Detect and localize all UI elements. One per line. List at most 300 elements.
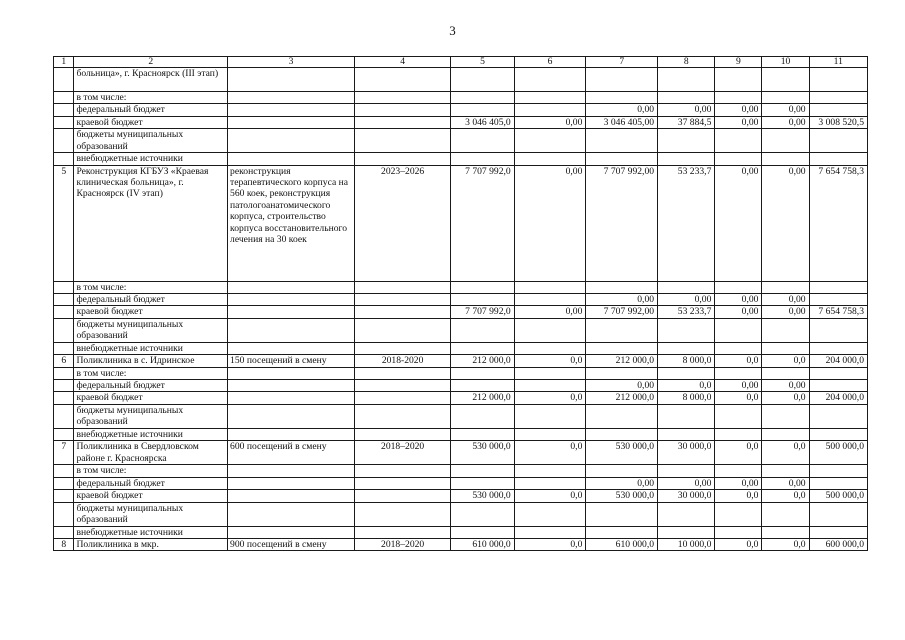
table-cell: 212 000,0 xyxy=(586,355,658,367)
table-row xyxy=(54,92,868,104)
table-row xyxy=(54,502,868,526)
table-cell xyxy=(658,129,715,153)
table-cell xyxy=(355,294,451,306)
table-cell xyxy=(355,306,451,318)
table-cell: федеральный бюджет xyxy=(74,380,228,392)
table-cell: 0,00 xyxy=(762,306,809,318)
table-cell: 0,00 xyxy=(762,477,809,489)
table-cell xyxy=(54,428,74,440)
table-cell: бюджеты муниципальных образований xyxy=(74,318,228,342)
table-cell: 500 000,0 xyxy=(809,490,867,502)
table-cell xyxy=(355,116,451,128)
table-body xyxy=(54,57,868,551)
table-cell xyxy=(228,68,355,92)
table-cell xyxy=(54,404,74,428)
table-cell: 53 233,7 xyxy=(658,306,715,318)
table-cell xyxy=(451,367,514,379)
table-cell: внебюджетные источники xyxy=(74,428,228,440)
table-cell xyxy=(809,465,867,477)
table-cell xyxy=(228,294,355,306)
table-cell xyxy=(586,404,658,428)
table-cell: 500 000,0 xyxy=(809,441,867,465)
table-cell: 0,0 xyxy=(658,380,715,392)
table-row xyxy=(54,318,868,342)
table-cell: 0,0 xyxy=(762,392,809,404)
table-cell xyxy=(809,404,867,428)
table-cell xyxy=(514,477,586,489)
table-cell: 37 884,5 xyxy=(658,116,715,128)
table-cell xyxy=(809,129,867,153)
table-row xyxy=(54,342,868,354)
table-cell xyxy=(54,342,74,354)
table-cell xyxy=(228,490,355,502)
table-cell xyxy=(514,153,586,165)
table-cell xyxy=(586,526,658,538)
table-cell: 0,0 xyxy=(762,538,809,550)
page-number: 3 xyxy=(449,23,456,38)
table-cell xyxy=(54,116,74,128)
table-cell xyxy=(451,92,514,104)
table-cell xyxy=(658,281,715,293)
table-cell xyxy=(586,92,658,104)
table-cell xyxy=(451,380,514,392)
table-cell xyxy=(762,92,809,104)
table-cell xyxy=(762,129,809,153)
table-cell: краевой бюджет xyxy=(74,306,228,318)
column-header-9: 9 xyxy=(715,57,762,68)
column-header-11: 11 xyxy=(809,57,867,68)
table-cell xyxy=(355,342,451,354)
table-cell xyxy=(355,281,451,293)
table-cell xyxy=(514,281,586,293)
table-cell: 0,0 xyxy=(715,538,762,550)
table-cell xyxy=(586,367,658,379)
table-cell xyxy=(228,392,355,404)
table-cell: 530 000,0 xyxy=(451,490,514,502)
table-cell xyxy=(658,342,715,354)
table-cell xyxy=(715,502,762,526)
table-cell xyxy=(809,104,867,116)
column-header-10: 10 xyxy=(762,57,809,68)
table-cell xyxy=(355,392,451,404)
table-cell xyxy=(514,68,586,92)
table-cell: 0,00 xyxy=(762,116,809,128)
table-row xyxy=(54,526,868,538)
table-row xyxy=(54,392,868,404)
table-cell xyxy=(658,404,715,428)
table-cell xyxy=(762,465,809,477)
table-cell: 0,00 xyxy=(586,294,658,306)
table-cell xyxy=(228,129,355,153)
column-header-7: 7 xyxy=(586,57,658,68)
table-cell: 2018–2020 xyxy=(355,538,451,550)
table-cell xyxy=(228,465,355,477)
table-cell xyxy=(514,380,586,392)
table-cell xyxy=(514,526,586,538)
table-cell xyxy=(586,465,658,477)
table-cell xyxy=(451,404,514,428)
table-cell: 0,00 xyxy=(715,165,762,281)
table-cell xyxy=(355,404,451,428)
table-cell xyxy=(586,129,658,153)
table-cell xyxy=(228,477,355,489)
table-cell: 0,0 xyxy=(715,441,762,465)
table-cell xyxy=(762,281,809,293)
table-cell: 0,0 xyxy=(715,490,762,502)
table-cell xyxy=(355,129,451,153)
table-cell: 7 654 758,3 xyxy=(809,306,867,318)
table-cell xyxy=(586,428,658,440)
table-cell: 0,00 xyxy=(715,116,762,128)
table-cell xyxy=(715,465,762,477)
table-cell xyxy=(762,526,809,538)
table-cell xyxy=(715,342,762,354)
table-cell: 7 707 992,0 xyxy=(451,306,514,318)
table-cell xyxy=(658,92,715,104)
table-cell: 8 000,0 xyxy=(658,355,715,367)
table-cell xyxy=(228,502,355,526)
table-cell: 0,00 xyxy=(514,306,586,318)
table-cell xyxy=(451,477,514,489)
table-cell: 7 707 992,0 xyxy=(451,165,514,281)
table-cell: 53 233,7 xyxy=(658,165,715,281)
table-cell: 204 000,0 xyxy=(809,355,867,367)
table-cell xyxy=(658,68,715,92)
column-header-5: 5 xyxy=(451,57,514,68)
table-cell xyxy=(228,153,355,165)
table-cell: 0,00 xyxy=(586,104,658,116)
table-cell: 0,00 xyxy=(586,477,658,489)
table-cell xyxy=(715,404,762,428)
table-row xyxy=(54,68,868,92)
table-cell: 7 707 992,00 xyxy=(586,165,658,281)
table-cell xyxy=(228,318,355,342)
table-cell: 30 000,0 xyxy=(658,441,715,465)
table-cell: 0,00 xyxy=(715,294,762,306)
table-row xyxy=(54,129,868,153)
table-cell xyxy=(586,342,658,354)
table-cell xyxy=(658,367,715,379)
table-cell: федеральный бюджет xyxy=(74,477,228,489)
table-cell xyxy=(451,502,514,526)
table-cell: 2023–2026 xyxy=(355,165,451,281)
table-cell xyxy=(451,104,514,116)
table-cell: 8 xyxy=(54,538,74,550)
table-row xyxy=(54,477,868,489)
table-cell: 2018–2020 xyxy=(355,441,451,465)
column-header-2: 2 xyxy=(74,57,228,68)
table-cell: 0,00 xyxy=(715,104,762,116)
table-row xyxy=(54,465,868,477)
table-cell xyxy=(54,502,74,526)
table-cell: 0,0 xyxy=(514,490,586,502)
table-cell: в том числе: xyxy=(74,92,228,104)
table-cell xyxy=(809,380,867,392)
table-cell xyxy=(658,526,715,538)
table-cell xyxy=(355,502,451,526)
table-cell: 0,00 xyxy=(514,116,586,128)
budget-table xyxy=(53,56,868,551)
table-cell: 0,0 xyxy=(715,355,762,367)
table-cell xyxy=(228,380,355,392)
table-cell: внебюджетные источники xyxy=(74,342,228,354)
table-cell: 0,00 xyxy=(658,104,715,116)
table-row xyxy=(54,153,868,165)
table-row xyxy=(54,367,868,379)
table-cell xyxy=(658,502,715,526)
table-cell xyxy=(809,342,867,354)
table-cell xyxy=(54,306,74,318)
table-cell xyxy=(451,428,514,440)
table-row xyxy=(54,441,868,465)
table-cell xyxy=(715,526,762,538)
table-cell xyxy=(451,342,514,354)
column-header-6: 6 xyxy=(514,57,586,68)
table-cell xyxy=(586,318,658,342)
table-cell xyxy=(762,502,809,526)
table-cell xyxy=(54,318,74,342)
table-cell: 3 046 405,0 xyxy=(451,116,514,128)
table-cell xyxy=(54,526,74,538)
table-cell xyxy=(355,380,451,392)
table-cell: 0,00 xyxy=(762,104,809,116)
table-cell xyxy=(54,294,74,306)
table-cell xyxy=(658,428,715,440)
table-cell xyxy=(658,153,715,165)
table-cell: 2018-2020 xyxy=(355,355,451,367)
table-cell: краевой бюджет xyxy=(74,116,228,128)
table-row xyxy=(54,355,868,367)
table-cell xyxy=(762,318,809,342)
table-cell: 0,00 xyxy=(586,380,658,392)
table-cell xyxy=(715,428,762,440)
table-row xyxy=(54,294,868,306)
table-cell xyxy=(54,281,74,293)
table-cell: 600 посещений в смену xyxy=(228,441,355,465)
table-cell xyxy=(451,129,514,153)
table-cell: 530 000,0 xyxy=(451,441,514,465)
table-cell: 530 000,0 xyxy=(586,490,658,502)
table-cell: в том числе: xyxy=(74,465,228,477)
table-cell: 0,0 xyxy=(762,441,809,465)
table-cell xyxy=(355,92,451,104)
table-cell xyxy=(228,104,355,116)
table-cell xyxy=(586,68,658,92)
table-cell xyxy=(54,92,74,104)
table-cell: федеральный бюджет xyxy=(74,104,228,116)
table-cell: 0,00 xyxy=(762,294,809,306)
table-cell xyxy=(809,281,867,293)
table-cell xyxy=(809,294,867,306)
column-header-8: 8 xyxy=(658,57,715,68)
table-cell xyxy=(809,367,867,379)
table-cell: 530 000,0 xyxy=(586,441,658,465)
table-cell: 0,00 xyxy=(762,165,809,281)
table-cell: в том числе: xyxy=(74,281,228,293)
table-cell: краевой бюджет xyxy=(74,392,228,404)
table-cell xyxy=(355,367,451,379)
table-cell xyxy=(228,116,355,128)
table-cell: краевой бюджет xyxy=(74,490,228,502)
table-cell xyxy=(809,68,867,92)
table-cell xyxy=(762,342,809,354)
table-cell xyxy=(228,526,355,538)
table-cell xyxy=(586,153,658,165)
table-cell xyxy=(355,526,451,538)
table-cell xyxy=(514,502,586,526)
table-cell xyxy=(514,465,586,477)
table-cell: 6 xyxy=(54,355,74,367)
table-cell: федеральный бюджет xyxy=(74,294,228,306)
table-cell: 0,0 xyxy=(514,355,586,367)
table-cell xyxy=(451,153,514,165)
table-row xyxy=(54,428,868,440)
table-cell xyxy=(228,342,355,354)
table-cell xyxy=(514,294,586,306)
table-cell xyxy=(54,68,74,92)
table-cell: бюджеты муниципальных образований xyxy=(74,404,228,428)
table-cell xyxy=(54,129,74,153)
table-cell xyxy=(54,367,74,379)
table-cell xyxy=(228,281,355,293)
table-cell xyxy=(715,68,762,92)
table-cell: 0,0 xyxy=(762,490,809,502)
table-cell: 212 000,0 xyxy=(451,392,514,404)
table-cell xyxy=(54,380,74,392)
table-cell: 0,00 xyxy=(762,380,809,392)
table-cell xyxy=(586,281,658,293)
table-cell: 0,00 xyxy=(514,165,586,281)
table-cell: внебюджетные источники xyxy=(74,526,228,538)
table-cell xyxy=(228,306,355,318)
table-cell: бюджеты муниципальных образований xyxy=(74,129,228,153)
table-cell xyxy=(514,104,586,116)
table-cell: 5 xyxy=(54,165,74,281)
table-cell xyxy=(762,428,809,440)
table-cell xyxy=(451,294,514,306)
table-cell xyxy=(762,404,809,428)
table-cell: Поликлиника в мкр. xyxy=(74,538,228,550)
table-cell: 212 000,0 xyxy=(586,392,658,404)
table-cell xyxy=(451,318,514,342)
table-cell: Поликлиника в Свердловском районе г. Красноярска xyxy=(74,441,228,465)
table-cell: бюджеты муниципальных образований xyxy=(74,502,228,526)
table-cell xyxy=(809,526,867,538)
table-cell xyxy=(355,153,451,165)
table-cell: 10 000,0 xyxy=(658,538,715,550)
column-header-3: 3 xyxy=(228,57,355,68)
table-cell: 0,00 xyxy=(715,306,762,318)
table-cell: 7 707 992,00 xyxy=(586,306,658,318)
table-cell: Поликлиника в с. Идринское xyxy=(74,355,228,367)
table-cell xyxy=(228,367,355,379)
table-cell xyxy=(715,318,762,342)
table-cell xyxy=(715,281,762,293)
table-cell xyxy=(809,428,867,440)
table-cell: 900 посещений в смену xyxy=(228,538,355,550)
table-cell xyxy=(762,153,809,165)
table-cell xyxy=(514,367,586,379)
table-cell: 0,0 xyxy=(762,355,809,367)
table-row xyxy=(54,104,868,116)
table-cell xyxy=(586,502,658,526)
table-cell xyxy=(715,92,762,104)
table-cell: 0,0 xyxy=(715,392,762,404)
table-cell xyxy=(54,477,74,489)
table-row xyxy=(54,538,868,550)
table-cell xyxy=(514,342,586,354)
table-cell xyxy=(809,502,867,526)
table-cell xyxy=(809,92,867,104)
table-row xyxy=(54,165,868,281)
table-cell: 8 000,0 xyxy=(658,392,715,404)
table-cell xyxy=(54,104,74,116)
table-cell xyxy=(228,428,355,440)
table-cell xyxy=(715,153,762,165)
table-cell xyxy=(514,404,586,428)
table-row xyxy=(54,306,868,318)
header-row xyxy=(54,57,868,68)
table-cell xyxy=(809,153,867,165)
column-header-1: 1 xyxy=(54,57,74,68)
table-cell xyxy=(715,367,762,379)
table-cell: 3 046 405,00 xyxy=(586,116,658,128)
table-cell: 0,00 xyxy=(658,477,715,489)
table-cell xyxy=(355,318,451,342)
table-row xyxy=(54,380,868,392)
table-cell: 600 000,0 xyxy=(809,538,867,550)
table-cell xyxy=(451,68,514,92)
table-cell: 0,0 xyxy=(514,538,586,550)
table-cell: 0,00 xyxy=(715,380,762,392)
table-cell: 610 000,0 xyxy=(586,538,658,550)
table-cell: 0,00 xyxy=(658,294,715,306)
table-cell: 0,0 xyxy=(514,392,586,404)
table-cell: реконструкция терапевтического корпуса на 560 коек, реконструкция патологоанатомического корпуса, строительство корпуса восстановительного лечения на 30 коек xyxy=(228,165,355,281)
table-cell xyxy=(228,404,355,428)
table-cell: 7 654 758,3 xyxy=(809,165,867,281)
table-cell: больница», г. Красноярск (III этап) xyxy=(74,68,228,92)
table-cell xyxy=(514,92,586,104)
table-cell: 204 000,0 xyxy=(809,392,867,404)
table-cell: Реконструкция КГБУЗ «Краевая клиническая больница», г. Красноярск (IV этап) xyxy=(74,165,228,281)
table-cell: 7 xyxy=(54,441,74,465)
table-cell xyxy=(809,477,867,489)
table-cell xyxy=(54,490,74,502)
table-cell xyxy=(355,104,451,116)
table-cell xyxy=(658,465,715,477)
table-cell xyxy=(54,392,74,404)
table-cell xyxy=(451,465,514,477)
table-cell xyxy=(762,68,809,92)
table-row xyxy=(54,490,868,502)
table-cell xyxy=(658,318,715,342)
table-cell xyxy=(355,68,451,92)
table-cell xyxy=(762,367,809,379)
table-row xyxy=(54,281,868,293)
table-cell: внебюджетные источники xyxy=(74,153,228,165)
table-cell: 3 008 520,5 xyxy=(809,116,867,128)
table-row xyxy=(54,404,868,428)
table-cell: 0,0 xyxy=(514,441,586,465)
table-cell xyxy=(355,465,451,477)
table-cell: 610 000,0 xyxy=(451,538,514,550)
column-header-4: 4 xyxy=(355,57,451,68)
table-row xyxy=(54,116,868,128)
table-cell xyxy=(355,490,451,502)
table-cell xyxy=(54,153,74,165)
table-cell xyxy=(715,129,762,153)
